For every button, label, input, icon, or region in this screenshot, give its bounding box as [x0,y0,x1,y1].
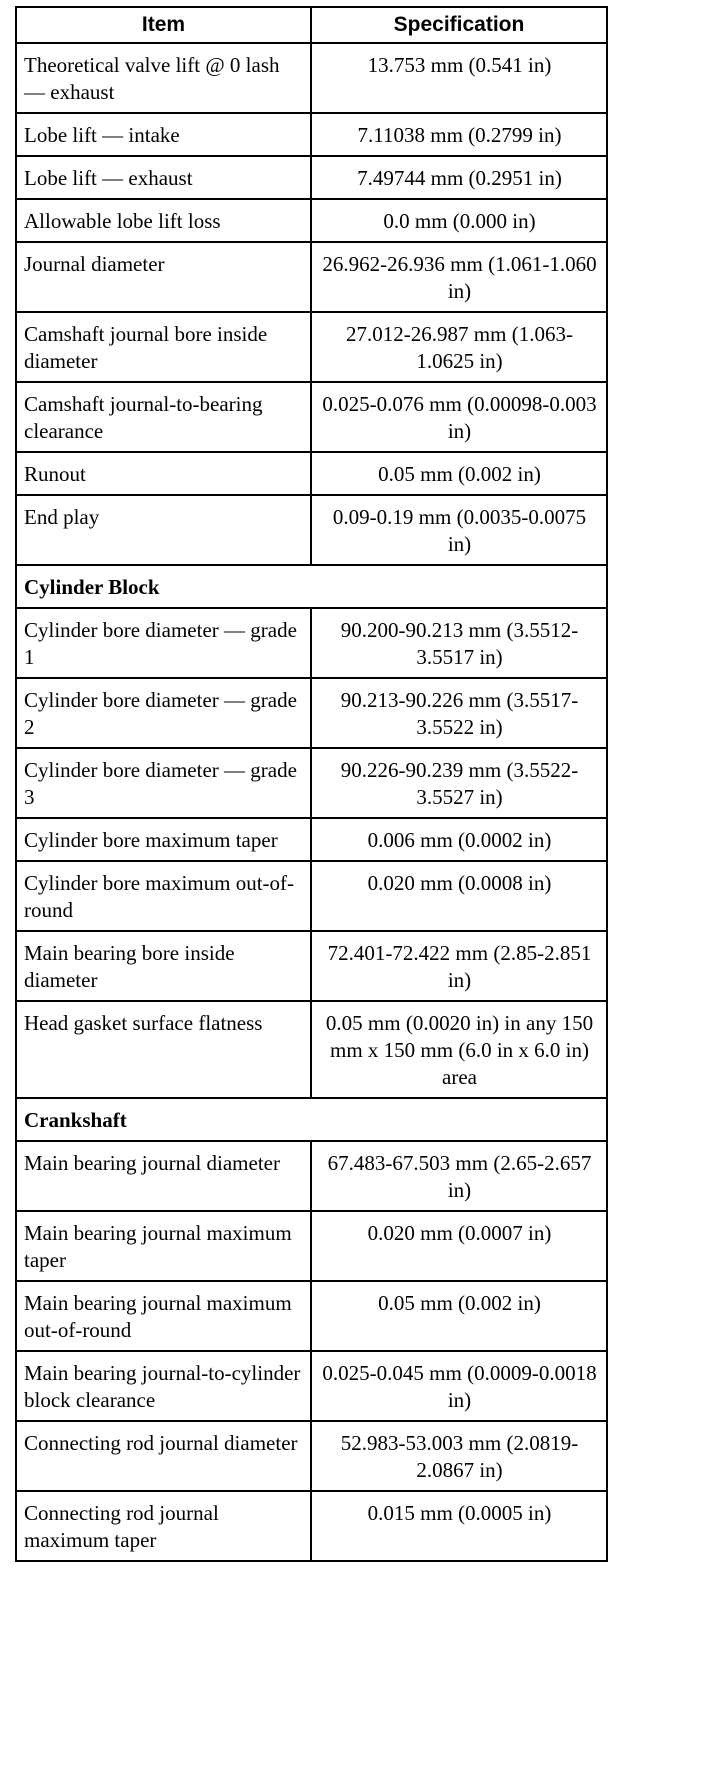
spec-cell: 7.11038 mm (0.2799 in) [311,113,607,156]
table-row [16,382,607,452]
spec-cell: 0.015 mm (0.0005 in) [311,1491,607,1561]
spec-cell: 0.09-0.19 mm (0.0035-0.0075 in) [311,495,607,565]
table-row [16,1281,607,1351]
table-row [16,1421,607,1491]
item-cell: Connecting rod journal maximum taper [16,1491,311,1561]
item-cell: Cylinder bore diameter — grade 3 [16,748,311,818]
item-cell: Cylinder bore maximum out-of-round [16,861,311,931]
item-cell: Main bearing journal maximum taper [16,1211,311,1281]
table-row [16,748,607,818]
table-row [16,1141,607,1211]
spec-cell: 13.753 mm (0.541 in) [311,43,607,113]
item-cell: Connecting rod journal diameter [16,1421,311,1491]
spec-cell: 67.483-67.503 mm (2.65-2.657 in) [311,1141,607,1211]
item-cell: Theoretical valve lift @ 0 lash — exhaust [16,43,311,113]
spec-cell: 0.05 mm (0.002 in) [311,452,607,495]
item-cell: Cylinder bore diameter — grade 1 [16,608,311,678]
table-row [16,861,607,931]
spec-cell: 52.983-53.003 mm (2.0819-2.0867 in) [311,1421,607,1491]
spec-cell: 0.020 mm (0.0008 in) [311,861,607,931]
table-row [16,312,607,382]
table-row [16,818,607,861]
table-row [16,1001,607,1098]
header-item: Item [16,7,311,43]
section-heading: Cylinder Block [16,565,607,608]
table-row [16,1351,607,1421]
table-row [16,1211,607,1281]
spec-cell: 90.226-90.239 mm (3.5522-3.5527 in) [311,748,607,818]
spec-cell: 0.0 mm (0.000 in) [311,199,607,242]
spec-cell: 0.006 mm (0.0002 in) [311,818,607,861]
table-row [16,113,607,156]
table-row [16,156,607,199]
section-row-crankshaft [16,1098,607,1141]
item-cell: Journal diameter [16,242,311,312]
item-cell: Camshaft journal bore inside diameter [16,312,311,382]
item-cell: Lobe lift — intake [16,113,311,156]
table-row [16,608,607,678]
section-row-cylinder-block [16,565,607,608]
table-row [16,495,607,565]
item-cell: Runout [16,452,311,495]
item-cell: End play [16,495,311,565]
spec-cell: 26.962-26.936 mm (1.061-1.060 in) [311,242,607,312]
item-cell: Allowable lobe lift loss [16,199,311,242]
header-specification: Specification [311,7,607,43]
table-row [16,199,607,242]
spec-cell: 90.200-90.213 mm (3.5512-3.5517 in) [311,608,607,678]
table-row [16,452,607,495]
spec-cell: 0.025-0.045 mm (0.0009-0.0018 in) [311,1351,607,1421]
table-row [16,678,607,748]
item-cell: Head gasket surface flatness [16,1001,311,1098]
item-cell: Camshaft journal-to-bearing clearance [16,382,311,452]
table-row [16,931,607,1001]
item-cell: Main bearing journal diameter [16,1141,311,1211]
table-row [16,242,607,312]
spec-cell: 72.401-72.422 mm (2.85-2.851 in) [311,931,607,1001]
spec-cell: 0.020 mm (0.0007 in) [311,1211,607,1281]
spec-cell: 0.05 mm (0.0020 in) in any 150 mm x 150 mm (6.0 in x 6.0 in) area [311,1001,607,1098]
table-row [16,1491,607,1561]
item-cell: Main bearing journal maximum out-of-round [16,1281,311,1351]
spec-cell: 7.49744 mm (0.2951 in) [311,156,607,199]
spec-cell: 0.05 mm (0.002 in) [311,1281,607,1351]
item-cell: Cylinder bore maximum taper [16,818,311,861]
item-cell: Cylinder bore diameter — grade 2 [16,678,311,748]
item-cell: Main bearing journal-to-cylinder block clearance [16,1351,311,1421]
header-row [16,7,607,43]
table-row [16,43,607,113]
spec-cell: 0.025-0.076 mm (0.00098-0.003 in) [311,382,607,452]
spec-cell: 27.012-26.987 mm (1.063-1.0625 in) [311,312,607,382]
spec-table [15,6,608,1562]
item-cell: Main bearing bore inside diameter [16,931,311,1001]
section-heading: Crankshaft [16,1098,607,1141]
item-cell: Lobe lift — exhaust [16,156,311,199]
spec-cell: 90.213-90.226 mm (3.5517-3.5522 in) [311,678,607,748]
